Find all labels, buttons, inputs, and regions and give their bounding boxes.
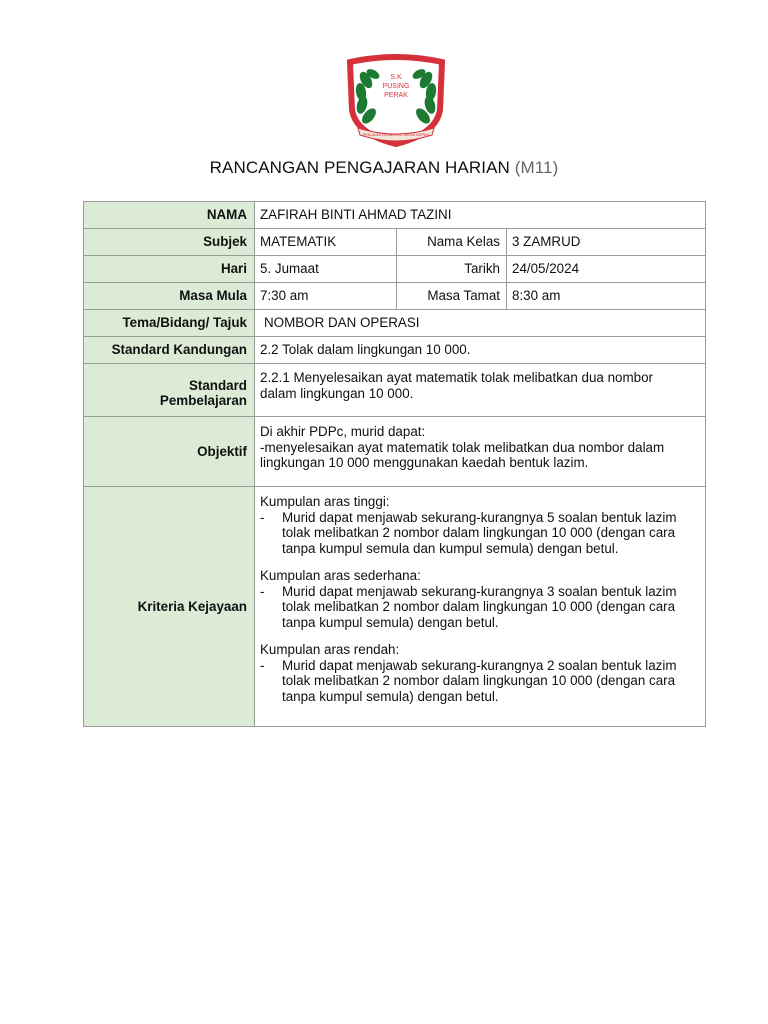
kriteria-item: [260, 658, 693, 705]
lesson-plan-table: [83, 201, 706, 727]
kriteria-heading: Kumpulan aras tinggi:: [260, 494, 390, 509]
kelas-value: 3 ZAMRUD: [507, 229, 706, 256]
logo-motto: PENJANA GENERASI MASA DEPAN: [362, 132, 430, 137]
row-objektif: [84, 417, 706, 487]
school-logo: [340, 54, 452, 148]
objektif-value: [255, 417, 706, 487]
kriteria-block-tinggi: [260, 494, 693, 556]
kriteria-heading: Kumpulan aras rendah:: [260, 642, 400, 657]
standard-kandungan-value: 2.2 Tolak dalam lingkungan 10 000.: [255, 337, 706, 364]
tema-label: Tema/Bidang/ Tajuk: [84, 310, 255, 337]
dash-bullet: -: [260, 657, 265, 673]
row-nama: [84, 202, 706, 229]
document-title: [0, 158, 768, 178]
kriteria-block-sederhana: [260, 568, 693, 630]
tarikh-value: 24/05/2024: [507, 256, 706, 283]
kriteria-text: Murid dapat menjawab sekurang-kurangnya 3 soalan bentuk lazim tolak melibatkan 2 nombor dalam lingkungan 10 000 (dengan cara tanpa kumpul semula) dengan betul.: [282, 583, 677, 630]
sp-label-line1: Standard: [188, 377, 247, 393]
subjek-value: MATEMATIK: [255, 229, 397, 256]
hari-value: 5. Jumaat: [255, 256, 397, 283]
kriteria-item: [260, 584, 693, 631]
row-tema: [84, 310, 706, 337]
logo-text-1: S.K: [390, 74, 402, 81]
kriteria-value: [255, 487, 706, 727]
kriteria-heading: Kumpulan aras sederhana:: [260, 568, 421, 583]
row-subjek: [84, 229, 706, 256]
kriteria-item: [260, 510, 693, 557]
tarikh-label: Tarikh: [397, 256, 507, 283]
objektif-line2: -menyelesaikan ayat matematik tolak melibatkan dua nombor dalam lingkungan 10 000 menggunakan kaedah bentuk lazim.: [260, 439, 665, 470]
masa-mula-value: 7:30 am: [255, 283, 397, 310]
title-text: RANCANGAN PENGAJARAN HARIAN: [209, 158, 510, 177]
kriteria-text: Murid dapat menjawab sekurang-kurangnya 5 soalan bentuk lazim tolak melibatkan 2 nombor dalam lingkungan 10 000 (dengan cara tanpa kumpul semula dan kumpul semula) dengan betul.: [282, 509, 677, 556]
objektif-label: Objektif: [84, 417, 255, 487]
masa-mula-label: Masa Mula: [84, 283, 255, 310]
subjek-label: Subjek: [84, 229, 255, 256]
tema-value: NOMBOR DAN OPERASI: [255, 310, 706, 337]
dash-bullet: -: [260, 583, 265, 599]
logo-text-2: PUSING: [382, 83, 410, 90]
masa-tamat-value: 8:30 am: [507, 283, 706, 310]
nama-value: ZAFIRAH BINTI AHMAD TAZINI: [255, 202, 706, 229]
hari-label: Hari: [84, 256, 255, 283]
kriteria-label: Kriteria Kejayaan: [84, 487, 255, 727]
row-standard-pembelajaran: [84, 364, 706, 417]
standard-kandungan-label: Standard Kandungan: [84, 337, 255, 364]
objektif-line1: Di akhir PDPc, murid dapat:: [260, 424, 426, 439]
nama-label: NAMA: [84, 202, 255, 229]
logo-text-3: PERAK: [384, 92, 408, 99]
title-code: (M11): [514, 158, 559, 177]
kelas-label: Nama Kelas: [397, 229, 507, 256]
kriteria-text: Murid dapat menjawab sekurang-kurangnya 2 soalan bentuk lazim tolak melibatkan 2 nombor dalam lingkungan 10 000 (dengan cara tanpa kumpul semula) dengan betul.: [282, 657, 677, 704]
kriteria-block-rendah: [260, 642, 693, 704]
standard-pembelajaran-value: 2.2.1 Menyelesaikan ayat matematik tolak melibatkan dua nombor dalam lingkungan 10 000.: [255, 364, 706, 417]
row-hari: [84, 256, 706, 283]
dash-bullet: -: [260, 509, 265, 525]
standard-pembelajaran-label: [84, 364, 255, 417]
row-kriteria: [84, 487, 706, 727]
masa-tamat-label: Masa Tamat: [397, 283, 507, 310]
row-standard-kandungan: [84, 337, 706, 364]
row-masa: [84, 283, 706, 310]
sp-label-line2: Pembelajaran: [159, 393, 247, 408]
